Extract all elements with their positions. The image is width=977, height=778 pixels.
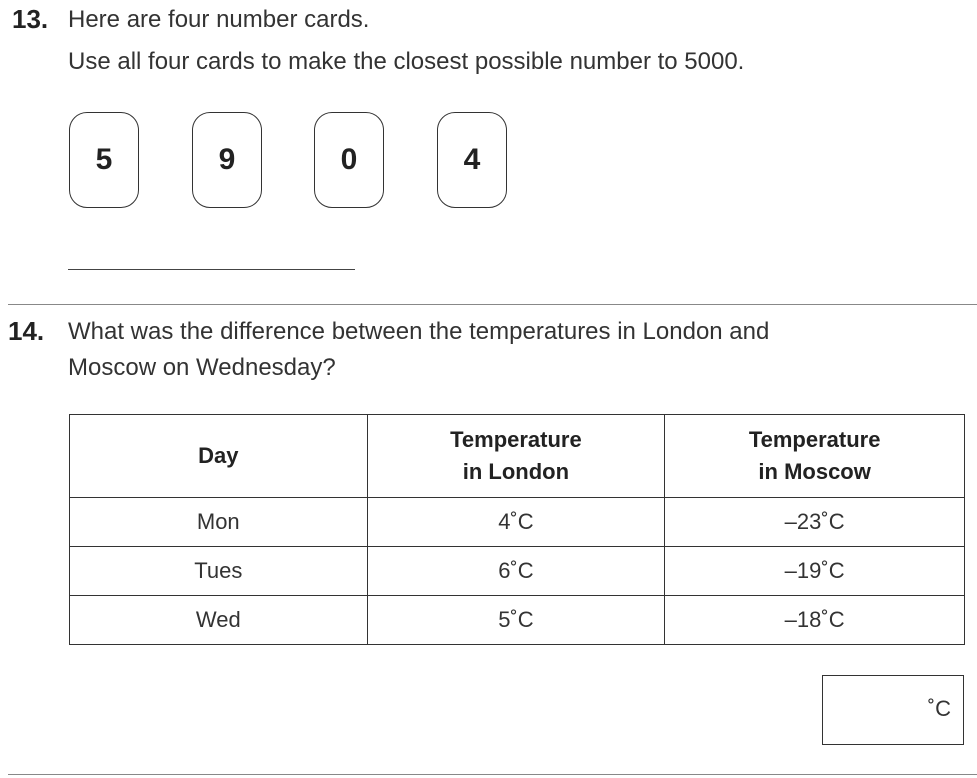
cell-moscow-temp: –23˚C [665, 498, 965, 547]
cell-day: Tues [70, 547, 368, 596]
cell-london-temp: 6˚C [367, 547, 665, 596]
cell-london-temp: 4˚C [367, 498, 665, 547]
table-header-row [70, 415, 965, 498]
table-row [70, 498, 965, 547]
number-card-2: 9 [192, 112, 262, 208]
number-card-1: 5 [69, 112, 139, 208]
temperature-table [69, 414, 965, 645]
section-divider-2 [8, 774, 977, 775]
question-13-line-2: Use all four cards to make the closest possible number to 5000. [68, 48, 745, 75]
cell-day: Mon [70, 498, 368, 547]
cell-london-temp: 5˚C [367, 596, 665, 645]
cell-day: Wed [70, 596, 368, 645]
cell-moscow-temp: –19˚C [665, 547, 965, 596]
number-card-3: 0 [314, 112, 384, 208]
table-row [70, 547, 965, 596]
header-day: Day [70, 415, 368, 498]
answer-unit-label: ˚C [927, 696, 951, 721]
number-card-4: 4 [437, 112, 507, 208]
header-temperature-moscow: Temperature in Moscow [665, 415, 965, 498]
table-row [70, 596, 965, 645]
question-13-number: 13. [12, 4, 49, 34]
question-14-line-1: What was the difference between the temperatures in London and [68, 318, 770, 345]
cell-moscow-temp: –18˚C [665, 596, 965, 645]
question-14-number: 14. [8, 316, 45, 346]
section-divider-1 [8, 304, 977, 305]
question-14-line-2: Moscow on Wednesday? [68, 354, 336, 381]
question-14-answer-box[interactable] [822, 675, 964, 745]
question-13-line-1: Here are four number cards. [68, 6, 370, 33]
question-13-answer-line[interactable] [68, 269, 355, 270]
header-temperature-london: Temperature in London [367, 415, 665, 498]
